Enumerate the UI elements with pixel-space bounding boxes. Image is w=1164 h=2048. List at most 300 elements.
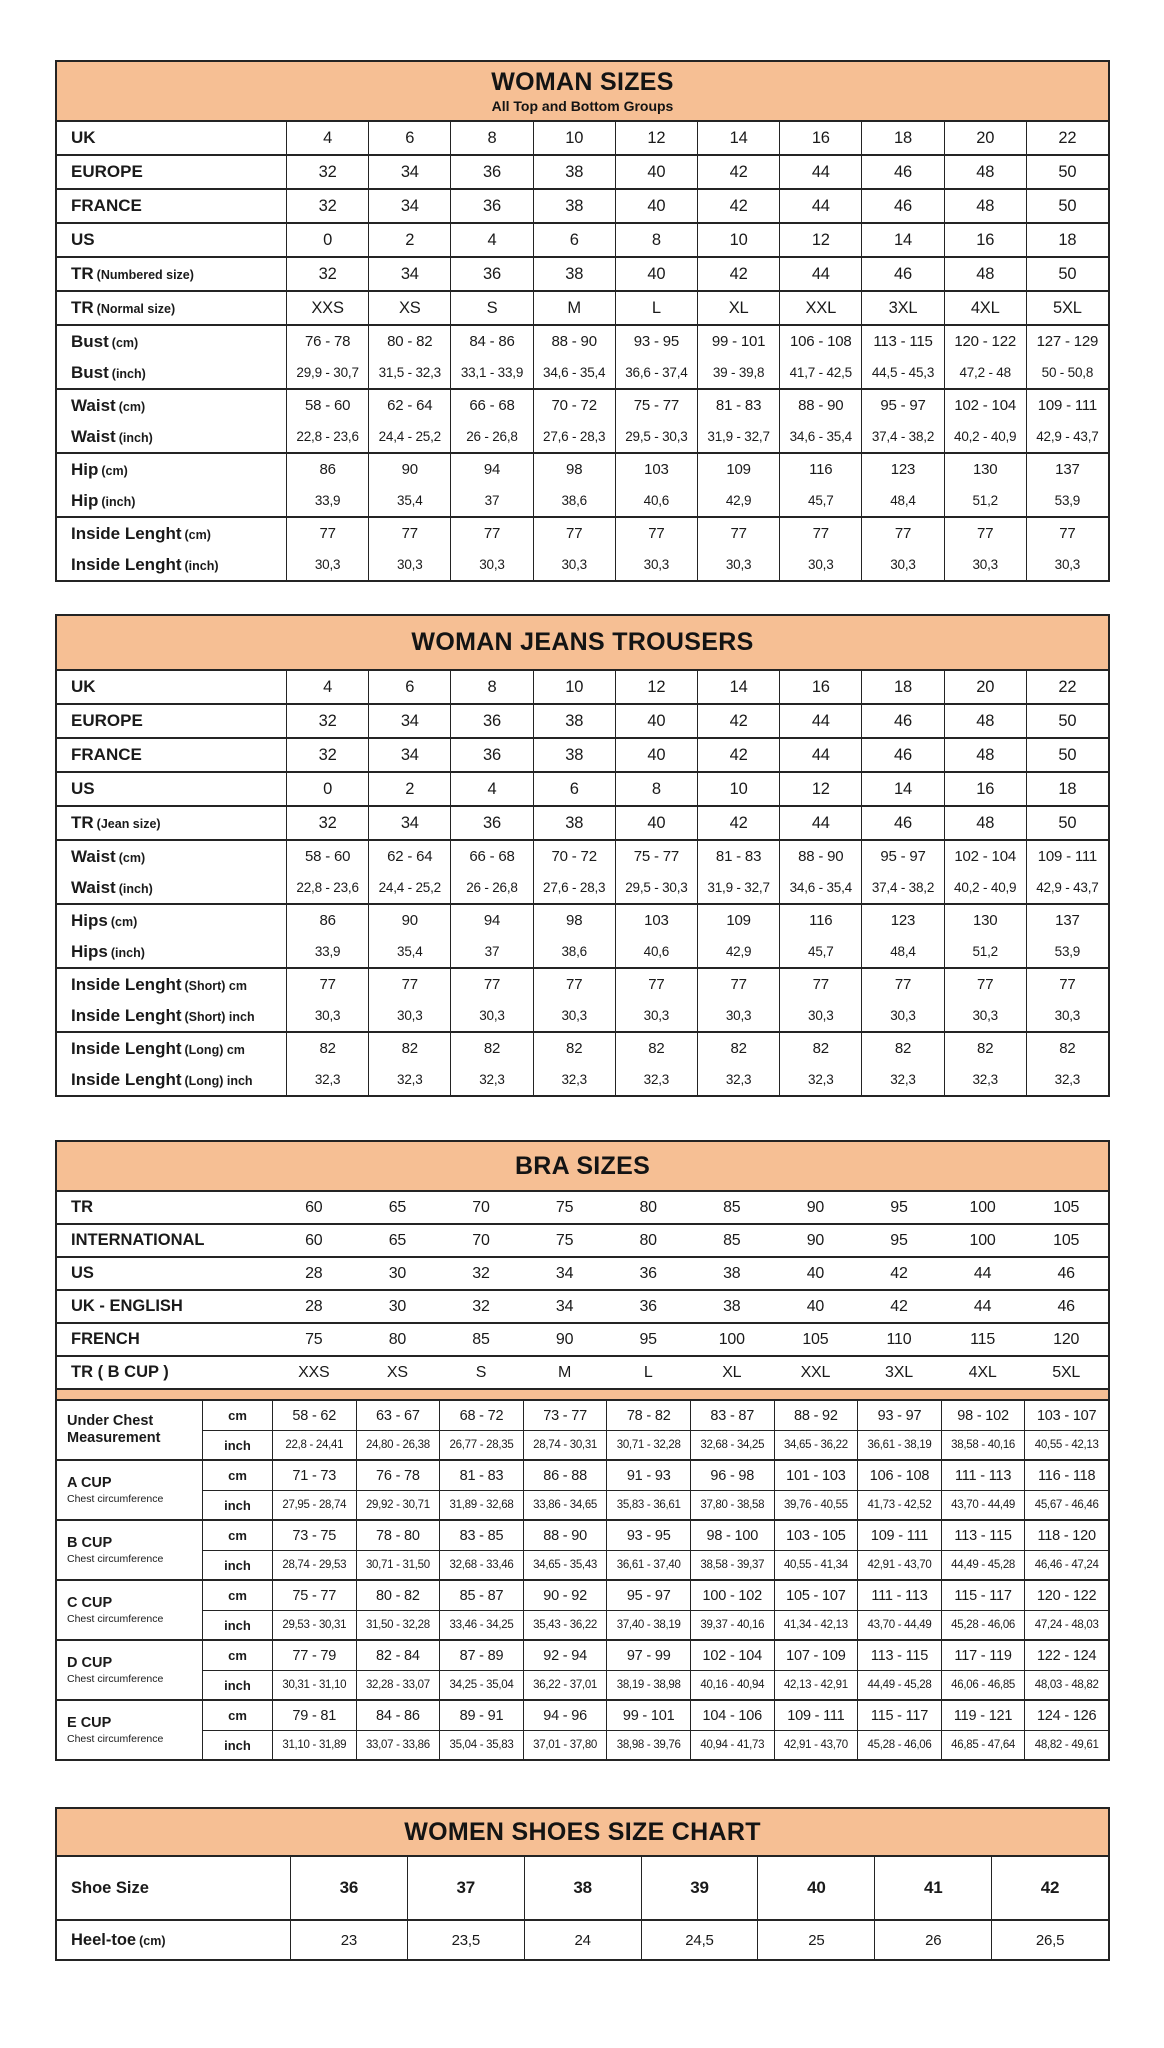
data-cell: 32: [286, 705, 368, 737]
data-cell: 38: [533, 739, 615, 771]
data-cell: 78 - 82: [606, 1401, 690, 1430]
data-cell: 27,95 - 28,74: [272, 1490, 356, 1519]
data-cell: XS: [386, 1363, 408, 1381]
data-cell: 35,4: [368, 485, 450, 516]
unit-cell: cm: [202, 1701, 272, 1730]
data-cell: 46: [861, 705, 943, 737]
data-cell: 122 - 124: [1024, 1641, 1108, 1670]
data-cell: 53,9: [1026, 485, 1108, 516]
row-label: [57, 555, 286, 575]
data-cell: 73 - 77: [523, 1401, 607, 1430]
data-cell: 32: [286, 258, 368, 290]
data-cell: 30,3: [286, 1000, 368, 1031]
data-cell: 34,6 - 35,4: [779, 872, 861, 903]
data-cell: 77: [861, 969, 943, 1000]
data-cell: 96 - 98: [690, 1461, 774, 1490]
data-cell: 86: [286, 905, 368, 936]
data-cell: 46: [861, 258, 943, 290]
data-cell: 36: [639, 1297, 657, 1315]
table-title-bar: [57, 616, 1108, 671]
data-cell: 6: [533, 224, 615, 256]
data-cell: 100 - 102: [690, 1581, 774, 1610]
data-cell: 82: [450, 1033, 532, 1064]
row-group: [57, 737, 1108, 771]
data-cell: 27,6 - 28,3: [533, 872, 615, 903]
row-label-qualifier: (Normal size): [96, 302, 176, 316]
row-group: [57, 805, 1108, 839]
data-cell: 45,28 - 46,06: [941, 1610, 1025, 1639]
table-row: [57, 1357, 1108, 1388]
data-cell: 33,9: [286, 485, 368, 516]
data-cell: 88 - 90: [523, 1521, 607, 1550]
row-label-qualifier: (cm): [118, 399, 146, 414]
row-label: [57, 911, 286, 931]
data-cell: 77: [286, 518, 368, 549]
data-cell: 42: [890, 1264, 908, 1282]
data-cell: 18: [1026, 773, 1108, 805]
data-cell: 81 - 83: [697, 841, 779, 872]
data-cell: 37: [450, 936, 532, 967]
row-label-qualifier: (cm): [118, 850, 146, 865]
row-label: [57, 942, 286, 962]
data-cell: 32,3: [286, 1064, 368, 1095]
data-cell: 95: [639, 1330, 657, 1348]
data-cell: 76 - 78: [286, 326, 368, 357]
row-label: [57, 196, 286, 216]
data-cell: 6: [533, 773, 615, 805]
data-cell: 45,7: [779, 936, 861, 967]
data-cell: 14: [697, 122, 779, 154]
table-row: [57, 454, 1108, 485]
unit-cell: inch: [202, 1610, 272, 1639]
row-label-text: US: [71, 779, 95, 798]
data-cell: 42: [991, 1857, 1108, 1919]
row-label-text: Waist: [71, 877, 116, 897]
table-row: [57, 1192, 1108, 1223]
data-cell: 34,25 - 35,04: [439, 1670, 523, 1699]
data-cell: 77: [697, 518, 779, 549]
data-cell: XXS: [286, 292, 368, 324]
data-cell: 4: [450, 224, 532, 256]
data-cell: 118 - 120: [1024, 1521, 1108, 1550]
row-label-text: Inside Lenght: [71, 523, 182, 543]
row-label: [57, 427, 286, 447]
data-cell: 46: [861, 156, 943, 188]
data-cell: 88 - 92: [774, 1401, 858, 1430]
data-cell: 46: [1057, 1297, 1075, 1315]
data-cell: 77 - 79: [272, 1641, 356, 1670]
data-cell: 40: [615, 156, 697, 188]
data-cell: 82: [615, 1033, 697, 1064]
row-group: [57, 1289, 1108, 1322]
data-cell: 95 - 97: [861, 841, 943, 872]
data-cell: S: [450, 292, 532, 324]
data-cell: 4: [450, 773, 532, 805]
row-label: [57, 460, 286, 480]
data-cell: 51,2: [944, 485, 1026, 516]
data-cell: 30,31 - 31,10: [272, 1670, 356, 1699]
data-cell: 31,5 - 32,3: [368, 357, 450, 388]
data-cell: 4XL: [968, 1363, 997, 1381]
data-cell: 70: [472, 1198, 490, 1216]
data-cell: 30,3: [450, 549, 532, 580]
data-cell: 29,92 - 30,71: [356, 1490, 440, 1519]
data-cell: 106 - 108: [857, 1461, 941, 1490]
data-cell: 48,03 - 48,82: [1024, 1670, 1108, 1699]
data-cell: 32,3: [944, 1064, 1026, 1095]
data-cell: 34: [368, 739, 450, 771]
row-label: [57, 711, 286, 731]
data-cell: 109: [697, 454, 779, 485]
data-cell: 109 - 111: [1026, 841, 1108, 872]
data-cell: 46: [1057, 1264, 1075, 1282]
row-group: [57, 703, 1108, 737]
data-cell: 42,91 - 43,70: [774, 1730, 858, 1759]
data-cell: 100: [969, 1231, 996, 1249]
data-cell: 34,6 - 35,4: [779, 421, 861, 452]
row-label: [57, 1879, 290, 1898]
row-label-text: FRENCH: [71, 1330, 140, 1348]
table-row: [57, 292, 1108, 324]
data-cell: 42: [697, 156, 779, 188]
data-cell: 65: [388, 1198, 407, 1216]
row-label: [57, 128, 286, 148]
data-cell: 77: [697, 969, 779, 1000]
table-title: WOMAN SIZES: [491, 68, 674, 96]
data-cell: 80: [639, 1231, 657, 1249]
data-cell: 120: [1053, 1330, 1080, 1348]
data-cell: 43,70 - 44,49: [941, 1490, 1025, 1519]
row-label-text: TR: [71, 298, 94, 317]
data-cell: 82: [533, 1033, 615, 1064]
data-cell: 6: [368, 671, 450, 703]
row-label-qualifier: (cm): [139, 1933, 166, 1948]
data-cell: 45,28 - 46,06: [857, 1730, 941, 1759]
data-cell: 77: [286, 969, 368, 1000]
data-cell: 18: [861, 671, 943, 703]
table-row: [57, 969, 1108, 1000]
row-label-qualifier: (Short) cm: [184, 978, 247, 993]
data-cell: 36: [450, 258, 532, 290]
row-group: [57, 1857, 1108, 1919]
data-cell: 116: [779, 454, 861, 485]
table-row: [57, 1921, 1108, 1959]
data-cell: 77: [861, 518, 943, 549]
data-cell: 44: [779, 705, 861, 737]
row-group: [57, 324, 1108, 388]
data-cell: 31,9 - 32,7: [697, 872, 779, 903]
row-label-text: FRANCE: [71, 196, 142, 215]
data-cell: 81 - 83: [697, 390, 779, 421]
data-cell: 48: [944, 258, 1026, 290]
table-women-shoes-size-chart: [55, 1807, 1110, 1961]
data-cell: 29,5 - 30,3: [615, 872, 697, 903]
data-cell: 48,4: [861, 936, 943, 967]
data-cell: 34: [368, 190, 450, 222]
data-cell: 103 - 105: [774, 1521, 858, 1550]
data-cell: 44,5 - 45,3: [861, 357, 943, 388]
data-cell: 26,77 - 28,35: [439, 1430, 523, 1459]
data-cell: 116 - 118: [1024, 1461, 1108, 1490]
data-cell: 28,74 - 29,53: [272, 1550, 356, 1579]
data-cell: 38,6: [533, 485, 615, 516]
row-group: [57, 1031, 1108, 1095]
data-cell: 65: [388, 1231, 407, 1249]
data-cell: 30,3: [944, 1000, 1026, 1031]
row-label: [57, 524, 286, 544]
data-cell: 113 - 115: [941, 1521, 1025, 1550]
cup-label: [57, 1461, 202, 1519]
row-label-text: UK: [71, 128, 96, 147]
data-cell: 46,85 - 47,64: [941, 1730, 1025, 1759]
data-cell: L: [643, 1363, 653, 1381]
data-cell: 137: [1026, 905, 1108, 936]
data-cell: 37,80 - 38,58: [690, 1490, 774, 1519]
data-cell: 88 - 90: [779, 390, 861, 421]
data-cell: 38: [533, 258, 615, 290]
row-label: [57, 298, 286, 318]
data-cell: 82: [697, 1033, 779, 1064]
data-cell: 26 - 26,8: [450, 872, 532, 903]
unit-cell: cm: [202, 1521, 272, 1550]
data-cell: 115 - 117: [857, 1701, 941, 1730]
data-cell: 37,4 - 38,2: [861, 421, 943, 452]
cup-row-group: [57, 1519, 1108, 1579]
row-label-text: Hip: [71, 490, 99, 510]
data-cell: 42,9 - 43,7: [1026, 421, 1108, 452]
table-title-bar: [57, 1809, 1108, 1857]
data-cell: 32,3: [533, 1064, 615, 1095]
table-row: [57, 1033, 1108, 1064]
unit-cell: cm: [202, 1581, 272, 1610]
row-group: [57, 1192, 1108, 1223]
row-group: [57, 388, 1108, 452]
data-cell: 82: [286, 1033, 368, 1064]
data-cell: 16: [944, 773, 1026, 805]
data-cell: 4: [286, 671, 368, 703]
data-cell: 77: [615, 518, 697, 549]
data-cell: 71 - 73: [272, 1461, 356, 1490]
data-cell: 94: [450, 454, 532, 485]
data-cell: 26: [874, 1921, 991, 1959]
data-cell: 66 - 68: [450, 390, 532, 421]
data-cell: 58 - 60: [286, 390, 368, 421]
data-cell: 123: [861, 905, 943, 936]
data-cell: 22: [1026, 122, 1108, 154]
table-title-bar: [57, 62, 1108, 122]
row-label-text: Hips: [71, 910, 108, 930]
data-cell: 8: [450, 671, 532, 703]
data-cell: 50 - 50,8: [1026, 357, 1108, 388]
data-cell: 82 - 84: [356, 1641, 440, 1670]
data-cell: 12: [779, 773, 861, 805]
data-cell: 22: [1026, 671, 1108, 703]
data-cell: 82: [944, 1033, 1026, 1064]
data-cell: 58 - 62: [272, 1401, 356, 1430]
data-cell: 137: [1026, 454, 1108, 485]
data-cell: 77: [368, 969, 450, 1000]
data-cell: 35,43 - 36,22: [523, 1610, 607, 1639]
data-cell: 123: [861, 454, 943, 485]
data-cell: 40: [806, 1264, 825, 1282]
data-cell: 48: [944, 705, 1026, 737]
data-cell: 100: [718, 1330, 745, 1348]
data-cell: 80: [388, 1330, 407, 1348]
data-cell: 79 - 81: [272, 1701, 356, 1730]
cup-label: [57, 1641, 202, 1699]
data-cell: 93 - 95: [606, 1521, 690, 1550]
row-label-qualifier: (Long) inch: [184, 1073, 253, 1088]
row-label-qualifier: (cm): [101, 463, 128, 478]
data-cell: 95 - 97: [606, 1581, 690, 1610]
data-cell: 29,53 - 30,31: [272, 1610, 356, 1639]
data-cell: 34: [368, 156, 450, 188]
table-row: [57, 156, 1108, 188]
data-cell: 77: [944, 969, 1026, 1000]
row-label-qualifier: (inch): [110, 945, 145, 960]
data-cell: 86: [286, 454, 368, 485]
cup-label-subtext: Chest circumference: [67, 1552, 164, 1565]
row-label-qualifier: (Numbered size): [96, 268, 194, 282]
cup-label: [57, 1581, 202, 1639]
table-row: [57, 841, 1108, 872]
row-label-text: TR: [71, 1198, 93, 1216]
data-cell: 80 - 82: [368, 326, 450, 357]
data-cell: 100: [969, 1198, 996, 1216]
data-cell: 24,4 - 25,2: [368, 872, 450, 903]
data-cell: 92 - 94: [523, 1641, 607, 1670]
data-cell: 58 - 60: [286, 841, 368, 872]
data-cell: 50: [1026, 190, 1108, 222]
data-cell: 42: [890, 1297, 908, 1315]
data-cell: 30,3: [1026, 549, 1108, 580]
data-cell: 27,6 - 28,3: [533, 421, 615, 452]
row-label-text: Hip: [71, 459, 99, 479]
table-title: BRA SIZES: [514, 1151, 651, 1180]
cup-label-subtext: Chest circumference: [67, 1612, 164, 1625]
data-cell: 75: [305, 1330, 323, 1348]
data-cell: 40,16 - 40,94: [690, 1670, 774, 1699]
data-cell: 40: [615, 705, 697, 737]
data-cell: 36: [450, 807, 532, 839]
data-cell: 34: [555, 1297, 574, 1315]
data-cell: S: [475, 1363, 487, 1381]
data-cell: 18: [861, 122, 943, 154]
data-cell: 28,74 - 30,31: [523, 1430, 607, 1459]
data-cell: 36,61 - 37,40: [606, 1550, 690, 1579]
data-cell: 85 - 87: [439, 1581, 523, 1610]
row-label-text: Waist: [71, 395, 116, 415]
data-cell: 32,68 - 34,25: [690, 1430, 774, 1459]
cup-label: [57, 1701, 202, 1759]
data-cell: 16: [779, 671, 861, 703]
data-cell: 42: [697, 190, 779, 222]
table-row: [57, 1291, 1108, 1322]
data-cell: 35,4: [368, 936, 450, 967]
table-row: [57, 421, 1108, 452]
data-cell: 4XL: [944, 292, 1026, 324]
row-label-qualifier: (inch): [118, 430, 153, 445]
row-label-qualifier: (cm): [184, 527, 211, 542]
data-cell: 31,50 - 32,28: [356, 1610, 440, 1639]
data-cell: M: [533, 292, 615, 324]
separator-band: [57, 1388, 1108, 1401]
data-cell: 86 - 88: [523, 1461, 607, 1490]
data-cell: 89 - 91: [439, 1701, 523, 1730]
data-cell: 75 - 77: [272, 1581, 356, 1610]
data-cell: 10: [533, 671, 615, 703]
data-cell: 104 - 106: [690, 1701, 774, 1730]
data-cell: 26,5: [991, 1921, 1108, 1959]
data-cell: 77: [533, 969, 615, 1000]
row-label: [57, 1231, 272, 1250]
data-cell: 44: [973, 1264, 992, 1282]
data-cell: 38: [533, 190, 615, 222]
data-cell: 30,71 - 31,50: [356, 1550, 440, 1579]
data-cell: 82: [861, 1033, 943, 1064]
row-label-qualifier: (inch): [184, 558, 219, 573]
data-cell: 99 - 101: [697, 326, 779, 357]
data-cell: 120 - 122: [944, 326, 1026, 357]
row-label-qualifier: (inch): [101, 494, 136, 509]
data-cell: 5XL: [1026, 292, 1108, 324]
data-cell: 111 - 113: [941, 1461, 1025, 1490]
table-row: [57, 1225, 1108, 1256]
cup-label-text: D CUP: [67, 1655, 113, 1672]
data-cell: M: [558, 1363, 572, 1381]
data-cell: 105: [1053, 1198, 1080, 1216]
data-cell: 36,6 - 37,4: [615, 357, 697, 388]
data-cell: 90: [368, 905, 450, 936]
cup-label: [57, 1521, 202, 1579]
data-cell: 40: [757, 1857, 874, 1919]
row-label-text: FRANCE: [71, 745, 142, 764]
table-row: [57, 122, 1108, 154]
data-cell: 10: [697, 224, 779, 256]
row-label: [57, 264, 286, 284]
data-cell: 98 - 102: [941, 1401, 1025, 1430]
data-cell: 23,5: [407, 1921, 524, 1959]
data-cell: 77: [779, 518, 861, 549]
data-cell: 32,3: [368, 1064, 450, 1095]
row-label-text: Bust: [71, 331, 109, 351]
data-cell: 38,6: [533, 936, 615, 967]
data-cell: 32,3: [779, 1064, 861, 1095]
data-cell: 85: [472, 1330, 490, 1348]
row-label: [57, 1039, 286, 1059]
table-row: [57, 671, 1108, 703]
data-cell: 115: [970, 1330, 996, 1348]
data-cell: 48: [944, 807, 1026, 839]
data-cell: 70 - 72: [533, 841, 615, 872]
data-cell: 32,3: [1026, 1064, 1108, 1095]
data-cell: 38: [533, 705, 615, 737]
data-cell: 77: [450, 518, 532, 549]
table-row: [57, 1258, 1108, 1289]
row-label-text: UK - ENGLISH: [71, 1297, 183, 1315]
data-cell: 94 - 96: [523, 1701, 607, 1730]
row-label: [57, 1006, 286, 1026]
data-cell: 85: [723, 1198, 741, 1216]
data-cell: 48: [944, 190, 1026, 222]
row-group: [57, 188, 1108, 222]
cup-label-subtext: Chest circumference: [67, 1732, 164, 1745]
data-cell: 30,3: [533, 1000, 615, 1031]
table-row: [57, 224, 1108, 256]
row-label-text: Hips: [71, 941, 108, 961]
data-cell: 81 - 83: [439, 1461, 523, 1490]
data-cell: 37,40 - 38,19: [606, 1610, 690, 1639]
